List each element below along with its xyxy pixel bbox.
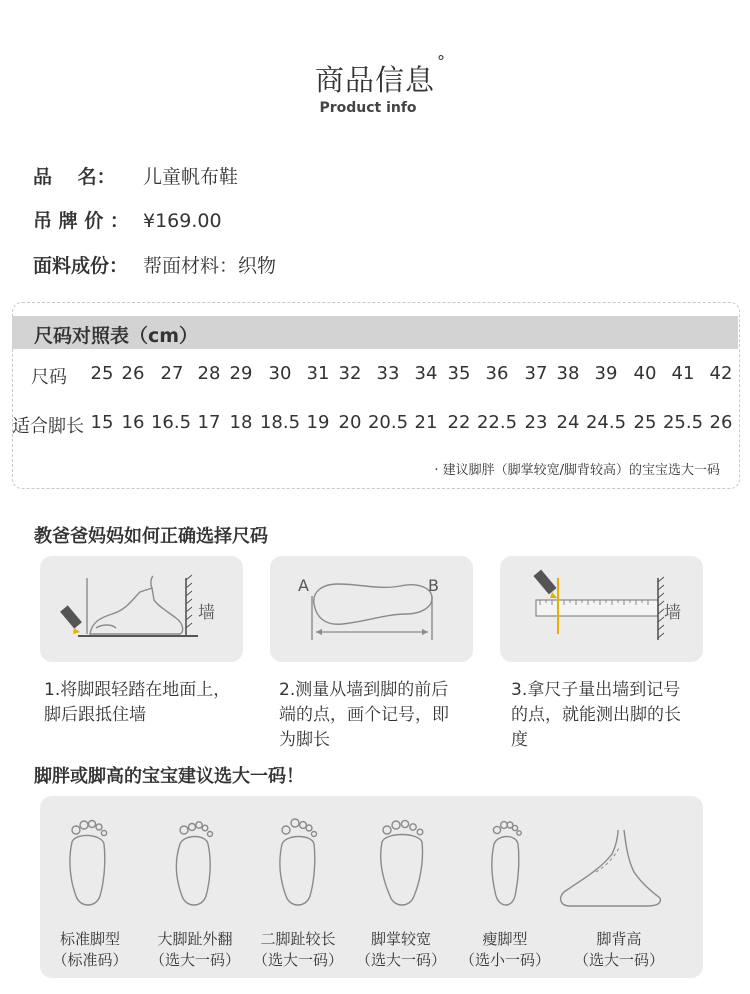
- foot-length-cell: 25: [633, 412, 657, 433]
- bunion-foot-icon: [168, 816, 218, 912]
- step-text-line: 为脚长: [279, 730, 330, 750]
- foot-type-advice: （选大一码）: [149, 951, 241, 969]
- info-row-name: [33, 162, 238, 189]
- size-cell: 33: [376, 363, 400, 384]
- size-cell: 27: [160, 363, 184, 384]
- size-row-label: 尺码: [31, 367, 67, 388]
- foot-type-title: 脚胖或脚高的宝宝建议选大一码！: [34, 766, 304, 787]
- size-cell: 39: [594, 363, 618, 384]
- foot-length-values-row: [0, 412, 750, 436]
- foot-type-item: [52, 929, 127, 971]
- step-2-text: [279, 678, 484, 753]
- step-text-line: 3.拿尺子量出墙到记号: [511, 680, 681, 700]
- info-label: 面料成份：: [33, 255, 129, 277]
- foot-type-name: 瘦脚型: [482, 930, 528, 948]
- foot-length-cell: 16.5: [150, 412, 192, 433]
- foot-type-advice: （选小一码）: [459, 951, 551, 969]
- footprint-measure-icon: [270, 556, 473, 662]
- size-cell: 35: [447, 363, 471, 384]
- standard-foot-icon: [62, 816, 112, 912]
- foot-type-name: 标准脚型: [59, 930, 121, 948]
- foot-type-name: 脚掌较宽: [370, 930, 432, 948]
- wall-label: 墙: [198, 603, 215, 623]
- foot-length-cell: 18: [229, 412, 253, 433]
- foot-type-advice: （选大一码）: [573, 951, 665, 969]
- foot-length-cell: 15: [90, 412, 114, 433]
- info-value: ¥169.00: [143, 210, 222, 232]
- foot-length-cell: 24: [556, 412, 580, 433]
- info-row-material: [33, 251, 276, 278]
- long-second-toe-foot-icon: [272, 816, 322, 912]
- step-text-line: 端的点，画个记号，即: [279, 705, 449, 725]
- info-value: 帮面材料：织物: [143, 255, 277, 277]
- foot-type-item: [253, 929, 343, 971]
- foot-length-cell: 16: [121, 412, 145, 433]
- size-cell: 31: [306, 363, 330, 384]
- foot-type-advice: （选大一码）: [252, 951, 344, 969]
- info-label: 品 名：: [33, 166, 116, 188]
- foot-length-cell: 17: [197, 412, 221, 433]
- size-cell: 38: [556, 363, 580, 384]
- size-cell: 36: [485, 363, 509, 384]
- foot-length-cell: 20.5: [367, 412, 409, 433]
- step-1-illustration: [40, 556, 243, 662]
- degree-mark: °: [437, 52, 446, 71]
- size-cell: 25: [90, 363, 114, 384]
- point-b-label: B: [428, 576, 439, 595]
- size-cell: 34: [414, 363, 438, 384]
- size-cell: 29: [229, 363, 253, 384]
- step-3-text: [511, 678, 716, 753]
- howto-title: 教爸爸妈妈如何正确选择尺码: [34, 526, 268, 547]
- foot-type-item: [356, 929, 446, 971]
- size-cell: 32: [338, 363, 362, 384]
- foot-length-cell: 25.5: [662, 412, 704, 433]
- page-title: 商品信息 °: [314, 52, 446, 97]
- size-values-row: [0, 363, 750, 387]
- foot-type-name: 二脚趾较长: [260, 930, 336, 948]
- foot-type-advice: （标准码）: [52, 951, 128, 969]
- foot-length-row-label: 适合脚长: [12, 416, 84, 437]
- foot-length-cell: 23: [524, 412, 548, 433]
- step-3-illustration: [500, 556, 703, 662]
- foot-type-item: [460, 929, 550, 971]
- size-cell: 41: [671, 363, 695, 384]
- size-chart-title: 尺码对照表（cm）: [34, 325, 199, 347]
- high-instep-foot-icon: [556, 826, 666, 910]
- foot-type-name: 大脚趾外翻: [157, 930, 233, 948]
- foot-length-cell: 21: [414, 412, 438, 433]
- foot-length-cell: 18.5: [259, 412, 301, 433]
- size-cell: 26: [121, 363, 145, 384]
- size-cell: 40: [633, 363, 657, 384]
- foot-length-cell: 22.5: [476, 412, 518, 433]
- step-2-illustration: [270, 556, 473, 662]
- size-advice-note: · 建议脚胖（脚掌较宽/脚背较高）的宝宝选大一码: [434, 463, 720, 478]
- wide-forefoot-icon: [376, 816, 426, 912]
- wall-label: 墙: [664, 603, 681, 623]
- foot-type-name: 脚背高: [596, 930, 642, 948]
- foot-type-item: [150, 929, 240, 971]
- step-text-line: 1.将脚跟轻踏在地面上，: [44, 680, 231, 700]
- foot-type-advice: （选大一码）: [355, 951, 447, 969]
- foot-length-cell: 22: [447, 412, 471, 433]
- slim-foot-icon: [480, 816, 530, 912]
- step-text-line: 脚后跟抵住墙: [44, 705, 146, 725]
- size-cell: 28: [197, 363, 221, 384]
- foot-type-item: [574, 929, 664, 971]
- page-subtitle: Product info: [319, 100, 417, 116]
- size-cell: 42: [709, 363, 733, 384]
- info-row-price: [33, 206, 222, 233]
- size-cell: 37: [524, 363, 548, 384]
- foot-length-cell: 20: [338, 412, 362, 433]
- info-value: 儿童帆布鞋: [143, 166, 239, 188]
- foot-length-cell: 24.5: [585, 412, 627, 433]
- point-a-label: A: [298, 576, 309, 595]
- step-text-line: 度: [511, 730, 528, 750]
- info-label: 吊 牌 价 ：: [33, 210, 129, 232]
- step-text-line: 2.测量从墙到脚的前后: [279, 680, 449, 700]
- foot-length-cell: 19: [306, 412, 330, 433]
- foot-length-cell: 26: [709, 412, 733, 433]
- step-text-line: 的点，就能测出脚的长: [511, 705, 681, 725]
- size-cell: 30: [268, 363, 292, 384]
- step-1-text: [44, 678, 249, 728]
